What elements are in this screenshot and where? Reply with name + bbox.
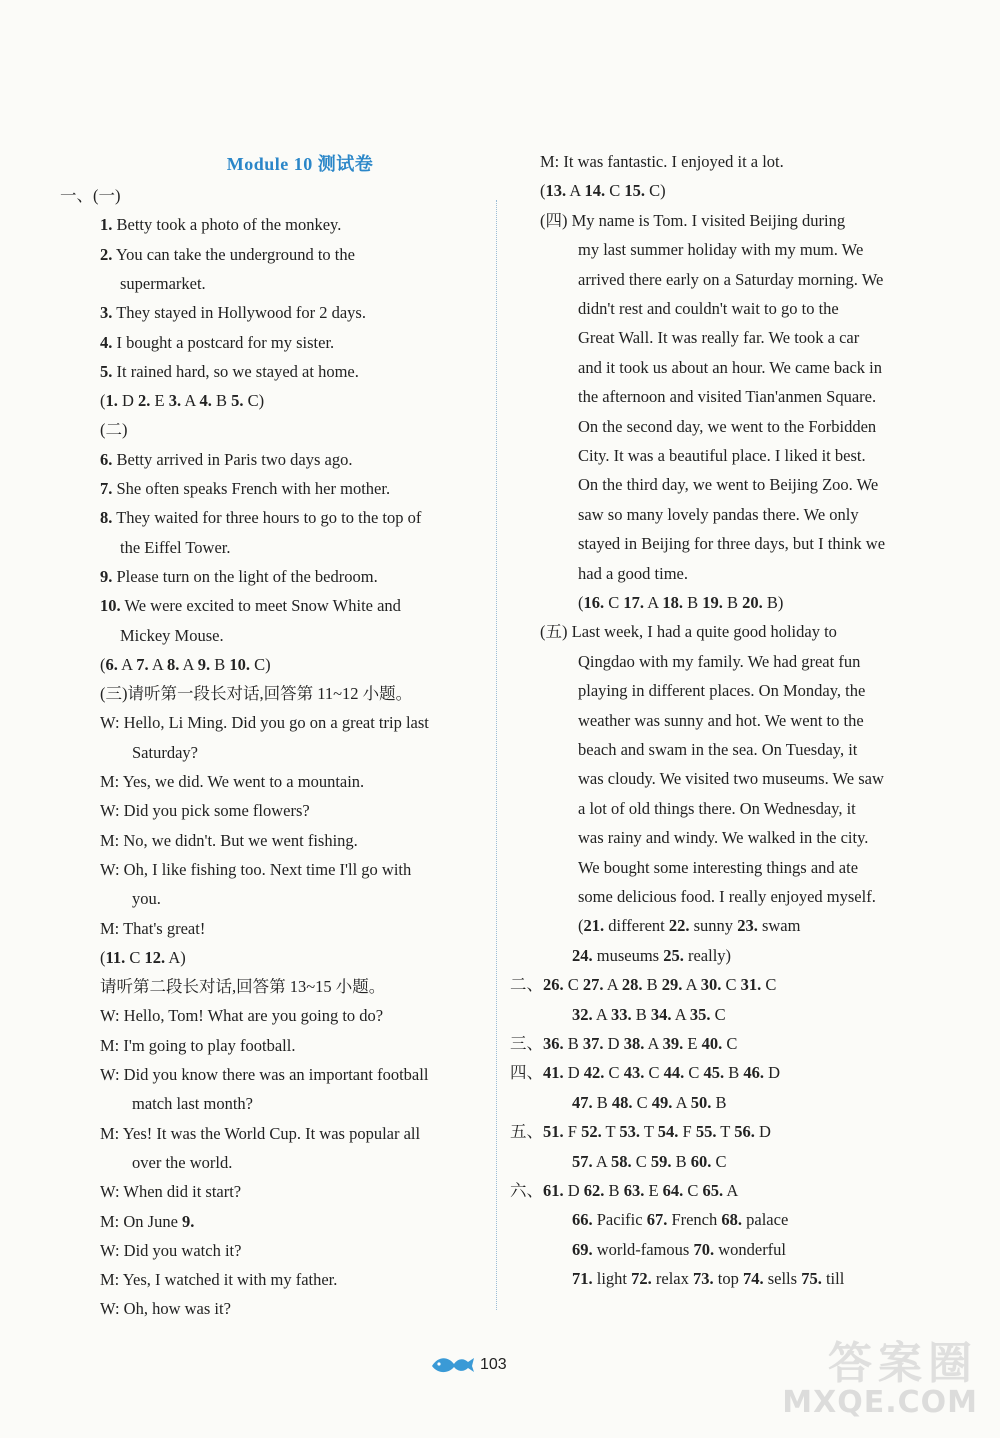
right-line: arrived there early on a Saturday morning. We: [578, 269, 884, 289]
right-line: 69. world-famous 70. wonderful: [572, 1239, 787, 1259]
left-line: Mickey Mouse.: [120, 625, 224, 645]
watermark-url: MXQE.COM: [782, 1385, 978, 1420]
watermark: [782, 1327, 978, 1420]
left-line: M: That's great!: [100, 918, 206, 938]
left-line: W: Hello, Li Ming. Did you go on a great trip last: [100, 713, 429, 733]
left-line: 5. It rained hard, so we stayed at home.: [100, 361, 359, 381]
left-line: 6. Betty arrived in Paris two days ago.: [100, 449, 353, 469]
right-line: a lot of old things there. On Wednesday, it: [578, 798, 856, 818]
left-line: W: When did it start?: [100, 1182, 242, 1202]
left-line: 10. We were excited to meet Snow White and: [100, 596, 401, 616]
left-line: M: Yes! It was the World Cup. It was popular all: [100, 1123, 421, 1143]
right-line: some delicious food. I really enjoyed myself.: [578, 887, 876, 906]
right-line: On the third day, we went to Beijing Zoo. We: [578, 475, 879, 495]
right-line: City. It was a beautiful place. I liked it best.: [578, 446, 866, 465]
right-line: saw so many lovely pandas there. We only: [578, 504, 859, 524]
left-line: (6. A 7. A 8. A 9. B 10. C): [100, 654, 271, 674]
left-line: W: Hello, Tom! What are you going to do?: [100, 1006, 384, 1026]
watermark-logo-text: 答案圈: [828, 1338, 978, 1389]
page-number: 103: [480, 1356, 507, 1373]
right-line: playing in different places. On Monday, the: [578, 681, 866, 701]
right-line: 六、61. D 62. B 63. E 64. C 65. A: [510, 1181, 739, 1200]
left-line: 7. She often speaks French with her mother.: [100, 479, 391, 498]
right-line: 32. A 33. B 34. A 35. C: [572, 1004, 726, 1024]
right-line: 五、51. F 52. T 53. T 54. F 55. T 56. D: [510, 1122, 771, 1142]
left-line: you.: [132, 889, 161, 909]
left-line: 请听第二段长对话,回答第 13~15 小题。: [100, 977, 386, 997]
left-line: M: Yes, I watched it with my father.: [100, 1270, 338, 1290]
right-line: weather was sunny and hot. We went to the: [578, 710, 864, 730]
right-line: and it took us about an hour. We came back in: [578, 357, 883, 377]
left-line: W: Did you watch it?: [100, 1240, 242, 1260]
left-line: M: On June 9.: [100, 1211, 195, 1231]
right-line: the afternoon and visited Tian'anmen Square.: [578, 387, 877, 407]
right-line: was cloudy. We visited two museums. We saw: [578, 769, 884, 789]
right-line: beach and swam in the sea. On Tuesday, it: [578, 740, 858, 759]
left-line: W: Did you pick some flowers?: [100, 801, 310, 821]
right-line: had a good time.: [578, 563, 688, 583]
fish-ornament-icon: [430, 1354, 476, 1376]
right-line: (13. A 14. C 15. C): [540, 181, 666, 201]
left-line: W: Oh, how was it?: [100, 1299, 231, 1319]
left-line: 3. They stayed in Hollywood for 2 days.: [100, 303, 366, 323]
left-line: 8. They waited for three hours to go to the top of: [100, 508, 422, 528]
left-line: (1. D 2. E 3. A 4. B 5. C): [100, 391, 265, 411]
left-line: M: Yes, we did. We went to a mountain.: [100, 772, 365, 791]
left-line: M: I'm going to play football.: [100, 1035, 296, 1055]
right-line: (16. C 17. A 18. B 19. B 20. B): [578, 593, 784, 612]
left-line: 9. Please turn on the light of the bedroom.: [100, 566, 378, 586]
left-line: 4. I bought a postcard for my sister.: [100, 332, 335, 352]
column-divider: [496, 200, 497, 1310]
left-line: (二): [100, 420, 128, 440]
right-line: 47. B 48. C 49. A 50. B: [572, 1092, 727, 1112]
right-line: stayed in Beijing for three days, but I think we: [578, 534, 886, 554]
right-line: Qingdao with my family. We had great fun: [578, 651, 861, 671]
right-line: 57. A 58. C 59. B 60. C: [572, 1151, 727, 1171]
right-line: Great Wall. It was really far. We took a car: [578, 328, 860, 348]
left-line: (11. C 12. A): [100, 947, 186, 967]
page-footer: [430, 1354, 507, 1376]
right-line: didn't rest and couldn't wait to go to the: [578, 299, 839, 318]
page-title: Module 10 测试卷: [226, 154, 374, 174]
right-line: my last summer holiday with my mum. We: [578, 240, 864, 260]
right-line: We bought some interesting things and ate: [578, 857, 859, 877]
right-line: 71. light 72. relax 73. top 74. sells 75. till: [572, 1269, 845, 1289]
right-line: 四、41. D 42. C 43. C 44. C 45. B 46. D: [510, 1063, 781, 1083]
right-line: M: It was fantastic. I enjoyed it a lot.: [540, 152, 784, 171]
right-line: was rainy and windy. We walked in the city.: [578, 828, 869, 848]
left-line: (三)请听第一段长对话,回答第 11~12 小题。: [100, 684, 413, 704]
left-line: the Eiffel Tower.: [120, 537, 231, 557]
left-line: supermarket.: [120, 273, 206, 293]
left-line: 1. Betty took a photo of the monkey.: [100, 215, 342, 235]
left-line: match last month?: [132, 1094, 253, 1114]
left-line: over the world.: [132, 1152, 233, 1172]
left-line: W: Did you know there was an important football: [100, 1065, 429, 1084]
right-line: 三、36. B 37. D 38. A 39. E 40. C: [510, 1034, 738, 1053]
left-line: Saturday?: [132, 742, 198, 762]
right-line: (21. different 22. sunny 23. swam: [578, 916, 801, 936]
right-line: 24. museums 25. really): [572, 945, 732, 965]
left-line: 2. You can take the underground to the: [100, 244, 355, 264]
right-line: (五) Last week, I had a quite good holiday to: [540, 622, 837, 642]
left-line: M: No, we didn't. But we went fishing.: [100, 830, 358, 850]
right-line: (四) My name is Tom. I visited Beijing during: [540, 210, 846, 230]
right-line: 66. Pacific 67. French 68. palace: [572, 1210, 789, 1230]
right-line: 二、26. C 27. A 28. B 29. A 30. C 31. C: [510, 975, 777, 995]
right-line: On the second day, we went to the Forbidden: [578, 416, 877, 436]
left-line: 一、(一): [60, 186, 121, 205]
left-line: W: Oh, I like fishing too. Next time I'll go with: [100, 859, 412, 879]
